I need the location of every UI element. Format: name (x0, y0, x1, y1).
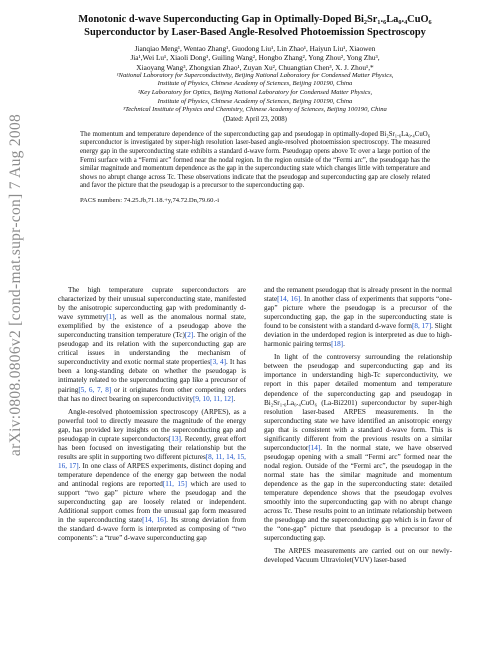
citation-link[interactable]: [18] (331, 340, 344, 349)
paper-page (58, 14, 452, 565)
text-run: . Its strong deviation from the standard d-wave form is interpreted as composing of “two components”: a “true” d-wave superconducting gap (58, 516, 246, 543)
dated-line: (Dated: April 23, 2008) (223, 115, 287, 123)
citation-link[interactable]: [14, 16] (142, 516, 167, 525)
affiliation-1-line-2: Institute of Physics, Chinese Academy of Sciences, Beijing 100190, China (157, 80, 353, 88)
citation-link[interactable]: [14, 16] (277, 295, 301, 304)
affiliation-1-line-1: ¹National Laboratory for Superconductivity, Beijing National Laboratory for Condensed Matter Physics, (116, 71, 394, 79)
text-run: The ARPES measurements are carried out on our newly-developed Vacuum Ultraviolet(VUV) laser-based (264, 547, 452, 565)
affiliation-2-line-1: ²Key Laboratory for Optics, Beijing National Laboratory for Condensed Matter Physics, (137, 89, 373, 97)
author-list (58, 44, 452, 72)
citation-link[interactable]: [14] (308, 443, 321, 452)
text-run: Angle-resolved photoemission spectroscopy (ARPES), as a powerful tool to directly measure the magnitude of the energy gap, has provided key insights on the superconducting gap and pseudogap in cuprate superconductors (58, 407, 246, 443)
left-column (58, 286, 246, 569)
affiliations (58, 72, 452, 115)
text-run: . It has been a long-standing debate on whether the pseudogap is intimately related to the superconducting gap like a precursor of pairing (58, 358, 246, 394)
title-line-2: Superconductor by Laser-Based Angle-Resolved Photoemission Spectroscopy (84, 26, 426, 38)
text-run: or it originates from other competing orders that has no direct bearing on superconductivity (58, 385, 246, 403)
title-line-1: Monotonic d-wave Superconducting Gap in Optimally-Doped Bi₂Sr₁.₆La₀.₄CuO₆ (78, 14, 432, 25)
text-run: which are used to support “two gap” picture where the pseudogap and the superconducting gap are loosely related or independent. Additional support comes from the unusual gap form measured in the superconducting state (58, 479, 246, 525)
citation-link[interactable]: [8, 17] (411, 322, 432, 331)
text-run: . In another class of experiments that supports “one-gap” picture where the pseudogap is a precursor of the superconducting gap, the gap in the superconducting state is found to be consistent with a standard d-wave form (264, 295, 452, 331)
text-run: . Slight deviation in the underdoped region is interpreted as due to high-harmonic pairing terms (264, 322, 452, 349)
paragraph (58, 408, 246, 544)
text-run: . (233, 394, 236, 403)
citation-link[interactable]: [13] (168, 434, 181, 443)
citation-link[interactable]: [3, 4] (210, 358, 227, 367)
text-run: . Recently, great effort has been focused on investigating their relationship but the results are split in supporting two different pictures (58, 434, 246, 461)
text-run: In light of the controversy surrounding the relationship between the pseudogap and superconducting gap and its importance in understanding high-Tc superconductivity, we report in this paper detailed momentum and temperature dependence of the superconducting gap and pseudogap in Bi₂Sr₁.₆La₀.₄CuO₆ (La-Bi2201) superconductor by super-high resolution laser-based ARPES measurements. In the superconducting state we have identified an anisotropic energy gap that is consistent with a standard d-wave form. This is significantly different from the previous results on a similar superconductor (264, 353, 452, 452)
paragraph (264, 286, 452, 349)
arxiv-side-stamp (6, 113, 26, 457)
text-run: The high temperature cuprate superconductors are characterized by their unusual superconducting state, manifested by the anisotropic superconducting gap with predominantly d-wave symmetry (58, 286, 246, 322)
citation-link[interactable]: [5, 6, 7, 8] (78, 385, 112, 394)
authors-line-1: Jianqiao Meng¹, Wentao Zhang¹, Guodong Liu¹, Lin Zhao¹, Haiyun Liu¹, Xiaowen (134, 44, 376, 53)
pacs-numbers: PACS numbers: 74.25.Jb,71.18.+y,74.72.Dn,79.60.-i (80, 196, 220, 204)
citation-link[interactable]: [8, 11, 14, 15, 16, 17] (58, 452, 246, 470)
text-run: , as well as the anomalous normal state, exemplified by the existence of a pseudogap above the superconducting transition temperature (Tc) (58, 313, 246, 340)
text-run: . In one class of ARPES experiments, distinct doping and temperature dependence of the energy gap between the nodal and antinodal regions are reported (58, 461, 246, 488)
citation-link[interactable]: [2] (184, 331, 194, 340)
authors-line-3: Xiaoyang Wang³, Zhongxian Zhao¹, Zuyan Xu², Chuangtian Chen³, X. J. Zhou¹,* (136, 62, 374, 72)
body-columns (58, 286, 452, 569)
paper-title (58, 14, 452, 39)
arxiv-identifier: arXiv:0808.0806v2 [cond-mat.supr-con] 7 Aug 2008 (7, 113, 24, 457)
text-run: . The origin of the pseudogap and its relation with the superconducting gap are critical issues in understanding the mechanism of superconductivity and exotic normal state properties (58, 331, 247, 367)
text-run: . In the normal state, we have observed pseudogap opening with a small “Fermi arc” formed near the nodal region. Outside of the “Fermi arc”, the pseudogap in the normal state has the similar magnitude and momentum dependence as the gap in the superconducting state: detailed temperature dependence shows that the pseudogap evolves smoothly into the superconducting gap with no abrupt change across Tc. These results point to an intimate relationship between the pseudogap and the superconducting gap which is in favor of the “one-gap” picture that pseudogap is a precursor to the superconducting gap. (264, 443, 452, 543)
citation-link[interactable]: [1] (106, 313, 115, 322)
affiliation-3-line-1: ³Technical Institute of Physics and Chemistry, Chinese Academy of Sciences, Beijing 100190, China (123, 106, 387, 114)
affiliation-2-line-2: Institute of Physics, Chinese Academy of Sciences, Beijing 100190, China (157, 97, 353, 105)
authors-line-2: Jia¹,Wei Lu¹, Xiaoli Dong¹, Guiling Wang², Hongbo Zhang², Yong Zhou², Yong Zhu³, (130, 53, 380, 63)
citation-link[interactable]: [9, 10, 11, 12] (192, 394, 234, 403)
right-column (264, 286, 452, 569)
text-run: and the remanent pseudogap that is already present in the normal state (264, 286, 452, 304)
citation-link[interactable]: [11, 15] (162, 479, 188, 488)
paragraph (264, 547, 452, 565)
paragraph (264, 353, 452, 543)
abstract: The momentum and temperature dependence of the superconducting gap and pseudogap in optimally-doped Bi₂Sr₁.₆La₀.₄CuO₆ superconductor is investigated by super-high resolution laser-based angle-resolved photoemission spectroscopy. The measured energy gap in the superconducting state exhibits a standard d-wave form. Pseudogap opens above Tc over a large portion of the Fermi surface with a “Fermi arc” formed near the nodal region. In the region outside of the “Fermi arc”, the pseudogap has the similar magnitude and momentum dependence as the gap in the superconducting state which changes little with temperature and shows no abrupt change across Tc. These observations indicate that the pseudogap and superconducting gap are closely related and favor the picture that the pseudogap is a precursor to the superconducting gap. (80, 130, 430, 190)
text-run: . (343, 340, 345, 349)
paragraph (58, 286, 246, 404)
